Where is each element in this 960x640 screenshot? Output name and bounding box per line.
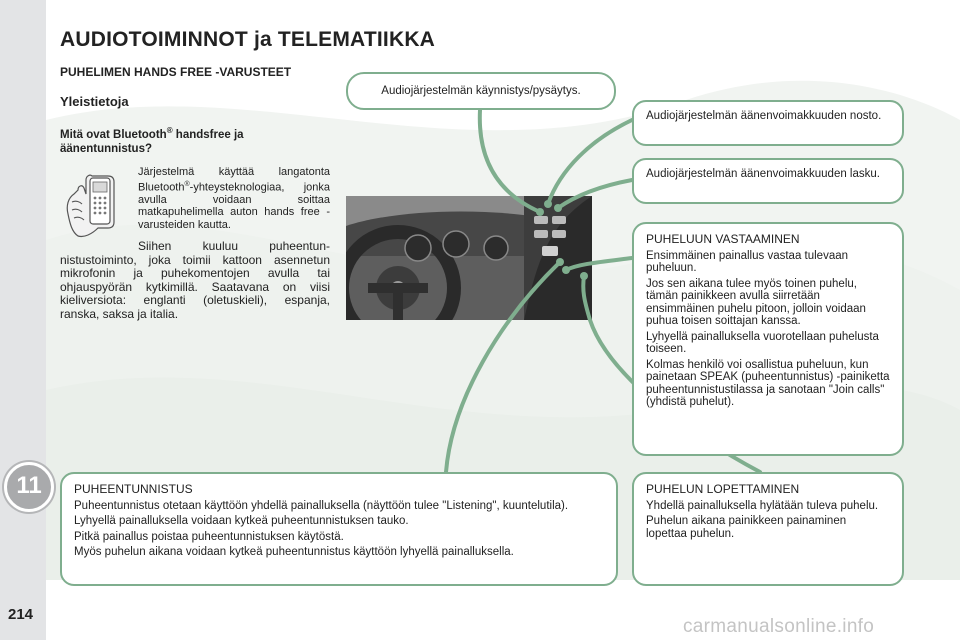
answer-paragraph-3: Lyhyellä painalluksella vuorotellaan puhelusta toiseen. [646,330,879,355]
section-title: PUHELIMEN HANDS FREE -VARUSTEET [60,65,292,79]
chapter-number-tab: 11 [4,462,54,512]
steering-wheel-photo [346,196,592,320]
body-paragraph [60,240,330,321]
answer-paragraph-2: Jos sen aikana tulee myös toinen puhelu, tämän painikkeen avulla siirretään ensimmäinen puhelu pitoon, jolloin voidaan puhua toisen soittajan kanssa. [646,277,866,327]
intro-text-b: -yhteysteknologiaa, jonka avulla voidaan soittaa matkapuhelimella auton hands free -varusteiden kautta. [138,181,330,231]
left-margin-strip [0,0,46,640]
intro-text-a: Järjestelmä käyttää langatonta Bluetooth [138,166,330,194]
recognition-paragraph-2: Lyhyellä painalluksella voidaan kytkeä puheentunnistuksen tauko. [74,515,409,527]
callout-volume-up-text: Audiojärjestelmän äänenvoimakkuuden nosto. [646,110,882,122]
page-number: 214 [8,606,34,623]
recognition-paragraph-3: Pitkä painallus poistaa puheentunnistuksen käytöstä. [74,530,344,543]
callout-voice-recognition [60,472,618,586]
callout-volume-down [632,158,904,204]
recognition-paragraph-1: Puheentunnistus otetaan käyttöön yhdellä painalluksella (näyttöön tulee "Listening", kuuntelutila). [74,499,569,512]
question-text-b: handsfree ja äänentunnistus? [60,128,244,155]
end-call-paragraph-2: Puhelun aikana painikkeen painaminen lopettaa puhelun. [646,515,847,540]
callout-volume-up [632,100,904,146]
question-heading [60,124,320,156]
recognition-title: PUHEENTUNNISTUS [74,482,193,496]
sub-title: Yleistietoja [60,94,129,109]
answer-paragraph-1: Ensimmäinen painallus vastaa tulevaan puheluun. [646,249,849,274]
callout-end-call [632,472,904,586]
question-text-a: Mitä ovat Bluetooth [60,128,167,141]
callout-start-stop-text: Audiojärjestelmän käynnistys/pysäytys. [381,85,581,97]
watermark: carmanualsonline.info [683,616,875,637]
callout-start-stop [346,72,616,110]
page-title: AUDIOTOIMINNOT ja TELEMATIIKKA [60,28,436,51]
registered-mark: ® [166,126,173,135]
end-call-title: PUHELUN LOPETTAMINEN [646,482,800,496]
answer-title: PUHELUUN VASTAAMINEN [646,232,800,246]
callout-answer-call [632,222,904,456]
recognition-paragraph-4: Myös puhelun aikana voidaan kytkeä puheentunnistus käyttöön lyhyellä painalluksella. [74,546,514,558]
body-text: Siihen kuuluu puheentunnistustoiminto, joka toimii kattoon asennetun mikrofonin ja puhekomentojen avulla tai ohjauspyörän kytkimillä. Saatavana on viisi kieliversiota: englanti (oletuskieli), espanja, ranska, saksa ja italia. [60,239,330,321]
callout-volume-down-text: Audiojärjestelmän äänenvoimakkuuden lasku. [646,168,880,180]
answer-paragraph-4: Kolmas henkilö voi osallistua puheluun, kun painetaan SPEAK (puheentunnistus) -painiketta puheentunnistustilassa ja sanotaan "Join calls" (yhdistä puhelut). [646,358,890,408]
end-call-paragraph-1: Yhdellä painalluksella hylätään tuleva puhelu. [646,499,879,512]
hand-phone-icon [62,168,122,242]
registered-mark-2: ® [184,180,190,188]
intro-description [138,166,330,231]
